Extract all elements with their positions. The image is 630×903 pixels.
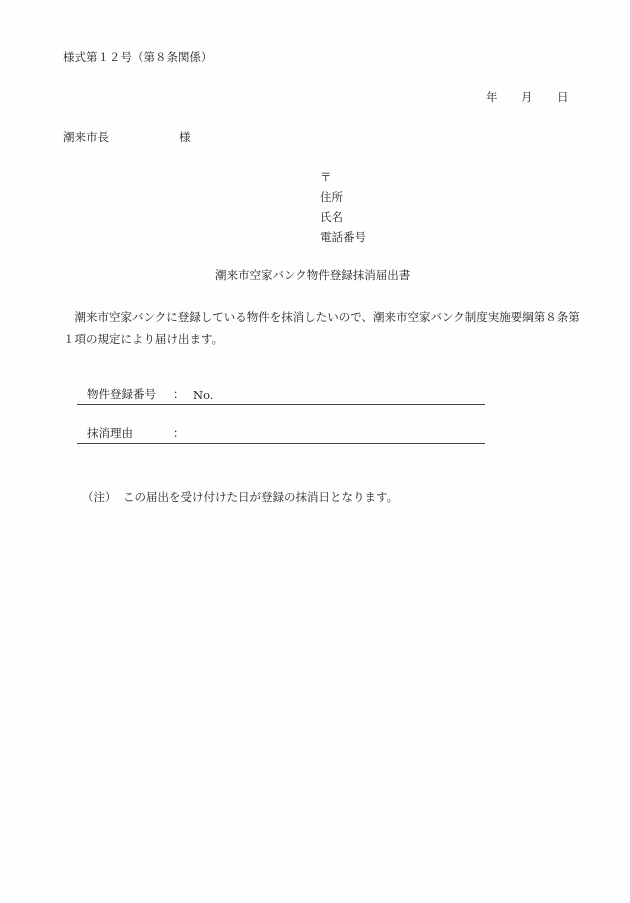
addressee-honorific: 様 <box>179 130 191 144</box>
field-label: 抹消理由 <box>87 426 133 440</box>
note-label: （注） <box>82 490 117 504</box>
date-day-label: 日 <box>557 90 569 104</box>
field-property-number <box>77 388 485 405</box>
phone-label: 電話番号 <box>320 230 366 244</box>
body-text: 潮来市空家バンクに登録している物件を抹消したいので、潮来市空家バンク制度実施要綱第８条第１項の規定により届け出ます。 <box>63 310 580 346</box>
name-label: 氏名 <box>320 210 343 224</box>
date-year-label: 年 <box>486 90 498 104</box>
note-text: この届出を受け付けた日が登録の抹消日となります。 <box>123 490 399 504</box>
form-number: 様式第１２号（第８条関係） <box>63 50 213 64</box>
postal-mark: 〒 <box>320 170 332 184</box>
field-cancellation-reason <box>77 427 485 444</box>
address-label: 住所 <box>320 190 343 204</box>
addressee-name: 潮来市長 <box>63 130 109 144</box>
field-colon: ： <box>173 387 185 401</box>
field-colon: ： <box>173 426 185 440</box>
field-value: No. <box>193 388 214 402</box>
field-label: 物件登録番号 <box>87 387 156 401</box>
document-title: 潮来市空家バンク物件登録抹消届出書 <box>215 268 411 282</box>
date-month-label: 月 <box>521 90 533 104</box>
